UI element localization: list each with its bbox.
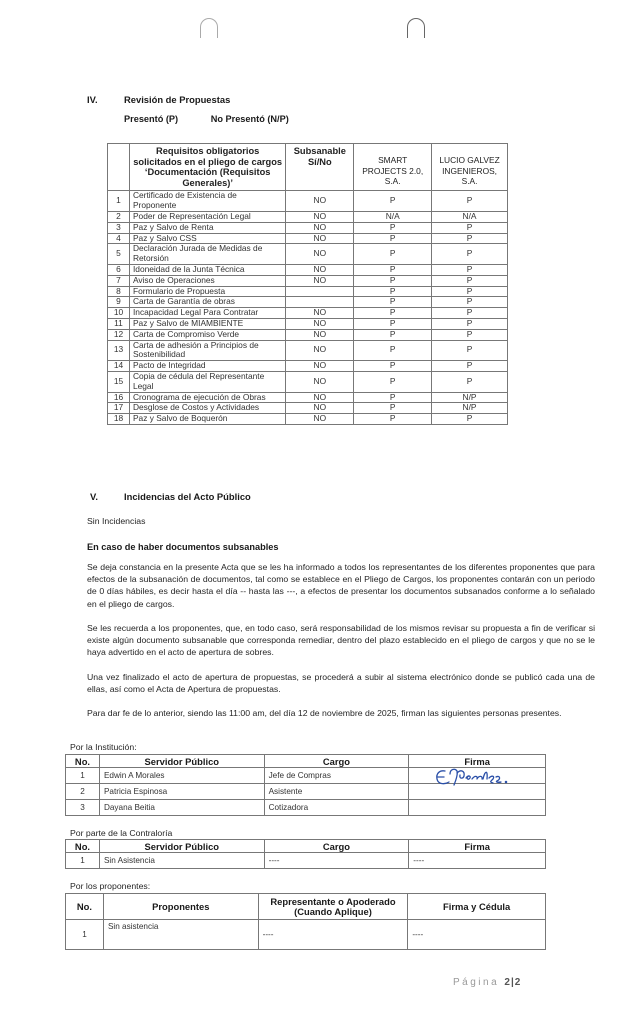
row-status-p2: P: [432, 308, 508, 319]
row-number: 16: [108, 392, 130, 403]
row-number: 13: [108, 340, 130, 361]
page-number: 2|2: [504, 977, 522, 988]
row-status-p1: P: [354, 297, 432, 308]
row-servant: Patricia Espinosa: [99, 784, 264, 800]
row-status-p2: P: [432, 361, 508, 372]
section-number: V.: [90, 491, 98, 502]
header-servant: Servidor Público: [99, 755, 264, 768]
section-title: Incidencias del Acto Público: [124, 491, 251, 502]
subsanable-subheading: En caso de haber documentos subsanables: [87, 542, 279, 552]
row-number: 12: [108, 329, 130, 340]
row-status-p2: N/P: [432, 403, 508, 414]
header-proponent-smart-projects: SMART PROJECTS 2.0, S.A.: [354, 144, 432, 191]
proponents-caption: Por los proponentes:: [70, 881, 151, 891]
header-no: No.: [66, 894, 104, 920]
row-status-p2: P: [432, 340, 508, 361]
requirements-table: [107, 143, 508, 425]
row-subsanable: NO: [286, 244, 354, 265]
handwritten-signature-icon: [433, 765, 523, 791]
row-servant: Dayana Beitia: [99, 800, 264, 816]
row-status-p2: P: [432, 329, 508, 340]
row-status-p1: P: [354, 392, 432, 403]
proponent-signatures-table: [65, 893, 546, 950]
row-status-p2: P: [432, 318, 508, 329]
row-representative: ----: [258, 920, 408, 950]
row-status-p2: N/A: [432, 211, 508, 222]
row-requirement: Paz y Salvo de Boquerón: [129, 414, 285, 425]
row-number: 14: [108, 361, 130, 372]
table-header-row: [66, 894, 546, 920]
row-status-p2: P: [432, 191, 508, 212]
header-position: Cargo: [264, 840, 409, 853]
row-servant: Sin Asistencia: [99, 853, 264, 869]
table-row: [108, 403, 508, 414]
row-requirement: Paz y Salvo CSS: [129, 233, 285, 244]
row-subsanable: NO: [286, 222, 354, 233]
row-number: 5: [108, 244, 130, 265]
row-subsanable: NO: [286, 308, 354, 319]
table-row: [108, 191, 508, 212]
row-requirement: Paz y Salvo de MIAMBIENTE: [129, 318, 285, 329]
table-row: [108, 286, 508, 297]
row-subsanable: NO: [286, 329, 354, 340]
header-signature: Firma: [409, 840, 546, 853]
row-status-p1: N/A: [354, 211, 432, 222]
row-requirement: Carta de Compromiso Verde: [129, 329, 285, 340]
row-number: 1: [66, 920, 104, 950]
row-requirement: Copia de cédula del Representante Legal: [129, 371, 285, 392]
row-status-p2: P: [432, 414, 508, 425]
incidences-text: Sin Incidencias: [87, 516, 146, 526]
row-number: 2: [66, 784, 100, 800]
table-row: [66, 920, 546, 950]
row-position: Jefe de Compras: [264, 768, 409, 784]
row-requirement: Certificado de Existencia de Proponente: [129, 191, 285, 212]
row-status-p2: N/P: [432, 392, 508, 403]
table-header-row: [108, 144, 508, 191]
header-signature-id: Firma y Cédula: [408, 894, 546, 920]
row-requirement: Carta de Garantía de obras: [129, 297, 285, 308]
row-number: 6: [108, 264, 130, 275]
row-status-p1: P: [354, 191, 432, 212]
table-row: [108, 275, 508, 286]
header-no: No.: [66, 840, 100, 853]
row-requirement: Aviso de Operaciones: [129, 275, 285, 286]
row-proponent: Sin asistencia: [103, 920, 258, 950]
row-status-p1: P: [354, 329, 432, 340]
row-requirement: Desglose de Costos y Actividades: [129, 403, 285, 414]
punch-hole-mark-right: [407, 18, 425, 38]
row-number: 10: [108, 308, 130, 319]
table-row: [108, 361, 508, 372]
table-row: [108, 297, 508, 308]
row-status-p2: P: [432, 233, 508, 244]
page-footer: [453, 977, 521, 988]
row-number: 1: [108, 191, 130, 212]
header-proponents: Proponentes: [103, 894, 258, 920]
row-requirement: Poder de Representación Legal: [129, 211, 285, 222]
row-status-p1: P: [354, 286, 432, 297]
row-number: 7: [108, 275, 130, 286]
row-status-p1: P: [354, 308, 432, 319]
row-requirement: Formulario de Propuesta: [129, 286, 285, 297]
table-row: [108, 308, 508, 319]
row-status-p1: P: [354, 414, 432, 425]
row-subsanable: NO: [286, 371, 354, 392]
row-status-p1: P: [354, 403, 432, 414]
row-subsanable: [286, 297, 354, 308]
row-subsanable: NO: [286, 191, 354, 212]
section-title: Revisión de Propuestas: [124, 94, 231, 105]
row-requirement: Incapacidad Legal Para Contratar: [129, 308, 285, 319]
row-status-p1: P: [354, 318, 432, 329]
row-requirement: Cronograma de ejecución de Obras: [129, 392, 285, 403]
row-subsanable: NO: [286, 318, 354, 329]
table-row: [108, 392, 508, 403]
row-requirement: Paz y Salvo de Renta: [129, 222, 285, 233]
table-row: [66, 853, 546, 869]
header-requirement-line2: ‘Documentación (Requisitos Generales)’: [144, 167, 271, 188]
table-row: [108, 318, 508, 329]
row-requirement: Carta de adhesión a Principios de Sostenibilidad: [129, 340, 285, 361]
row-status-p1: P: [354, 264, 432, 275]
table-row: [108, 264, 508, 275]
table-row: [108, 233, 508, 244]
row-status-p1: P: [354, 233, 432, 244]
row-number: 9: [108, 297, 130, 308]
row-status-p2: P: [432, 275, 508, 286]
legend-presented: Presentó (P): [124, 114, 179, 124]
table-row: [108, 329, 508, 340]
punch-hole-mark-left: [200, 18, 218, 38]
row-status-p1: P: [354, 244, 432, 265]
row-subsanable: NO: [286, 414, 354, 425]
row-position: Asistente: [264, 784, 409, 800]
table-row: [66, 800, 546, 816]
legend-not-presented: No Presentó (N/P): [210, 114, 289, 124]
header-requirement-line1: Requisitos obligatorios solicitados en el pliego de cargos: [133, 146, 283, 167]
row-status-p1: P: [354, 275, 432, 286]
header-signature: Firma: [409, 755, 546, 768]
row-number: 4: [108, 233, 130, 244]
row-signature: ----: [409, 853, 546, 869]
row-number: 3: [108, 222, 130, 233]
row-subsanable: NO: [286, 361, 354, 372]
row-subsanable: NO: [286, 340, 354, 361]
header-requirement: [129, 144, 285, 191]
row-signature: [409, 800, 546, 816]
paragraph-attestation: Para dar fe de lo anterior, siendo las 11:00 am, del día 12 de noviembre de 2025, firman las siguientes personas presentes.: [87, 708, 562, 718]
table-row: [108, 222, 508, 233]
row-signature-id: ----: [408, 920, 546, 950]
row-requirement: Pacto de Integridad: [129, 361, 285, 372]
row-status-p2: P: [432, 286, 508, 297]
row-number: 2: [108, 211, 130, 222]
row-number: 18: [108, 414, 130, 425]
row-status-p1: P: [354, 371, 432, 392]
presentation-legend: [124, 114, 289, 124]
row-status-p2: P: [432, 371, 508, 392]
paragraph-electronic-system: Una vez finalizado el acto de apertura de propuestas, se procederá a subir al sistema electrónico donde se publicó cada una de ellas, así como el Acta de Apertura de propuestas.: [87, 672, 595, 695]
row-servant: Edwin A Morales: [99, 768, 264, 784]
table-row: [108, 211, 508, 222]
section-number: IV.: [87, 94, 98, 105]
row-number: 1: [66, 853, 100, 869]
header-subsanable: Subsanable Sí/No: [286, 144, 354, 191]
table-row: [108, 244, 508, 265]
row-subsanable: NO: [286, 264, 354, 275]
row-number: 1: [66, 768, 100, 784]
paragraph-proponent-responsibility: Se les recuerda a los proponentes, que, en todo caso, será responsabilidad de los mismos revisar su propuesta a fin de verificar si existe algún documento subsanable que corresponda remediar, dentro del plazo establecido en el pliego de cargos y que no se le haya advertido en el acto de apertura de sobres.: [87, 623, 595, 658]
row-position: Cotizadora: [264, 800, 409, 816]
table-header-row: [66, 840, 546, 853]
row-position: ----: [264, 853, 409, 869]
header-proponent-lucio-galvez: LUCIO GALVEZ INGENIEROS, S.A.: [432, 144, 508, 191]
row-subsanable: NO: [286, 211, 354, 222]
paragraph-subsanation-period: Se deja constancia en la presente Acta que se les ha informado a todos los representantes de los diferentes proponentes que para efectos de la subsanación de documentos, tal como se establece en el Pliego de Cargos, los proponentes contarán con un periodo de 0 días hábiles, es decir hasta el día -- hasta las ---, a efectos de presentar los documentos subsanados conforme a lo señalado en el pliego de cargos.: [87, 562, 595, 609]
row-status-p1: P: [354, 340, 432, 361]
contraloria-signatures-table: [65, 839, 546, 869]
row-status-p2: P: [432, 264, 508, 275]
header-position: Cargo: [264, 755, 409, 768]
table-row: [108, 371, 508, 392]
contraloria-caption: Por parte de la Contraloría: [70, 828, 173, 838]
page-label: Página: [453, 977, 500, 988]
header-representative: Representante o Apoderado (Cuando Aplique): [258, 894, 408, 920]
table-row: [108, 414, 508, 425]
row-status-p2: P: [432, 297, 508, 308]
row-subsanable: NO: [286, 392, 354, 403]
row-subsanable: NO: [286, 233, 354, 244]
row-status-p1: P: [354, 361, 432, 372]
header-no: No.: [66, 755, 100, 768]
header-servant: Servidor Público: [99, 840, 264, 853]
header-number: [108, 144, 130, 191]
institution-caption: Por la Institución:: [70, 742, 137, 752]
row-requirement: Idoneidad de la Junta Técnica: [129, 264, 285, 275]
row-number: 15: [108, 371, 130, 392]
row-status-p1: P: [354, 222, 432, 233]
row-subsanable: NO: [286, 275, 354, 286]
table-row: [108, 340, 508, 361]
row-subsanable: NO: [286, 403, 354, 414]
row-status-p2: P: [432, 244, 508, 265]
row-number: 8: [108, 286, 130, 297]
row-requirement: Declaración Jurada de Medidas de Retorsión: [129, 244, 285, 265]
row-number: 17: [108, 403, 130, 414]
row-number: 3: [66, 800, 100, 816]
row-status-p2: P: [432, 222, 508, 233]
row-subsanable: [286, 286, 354, 297]
row-number: 11: [108, 318, 130, 329]
